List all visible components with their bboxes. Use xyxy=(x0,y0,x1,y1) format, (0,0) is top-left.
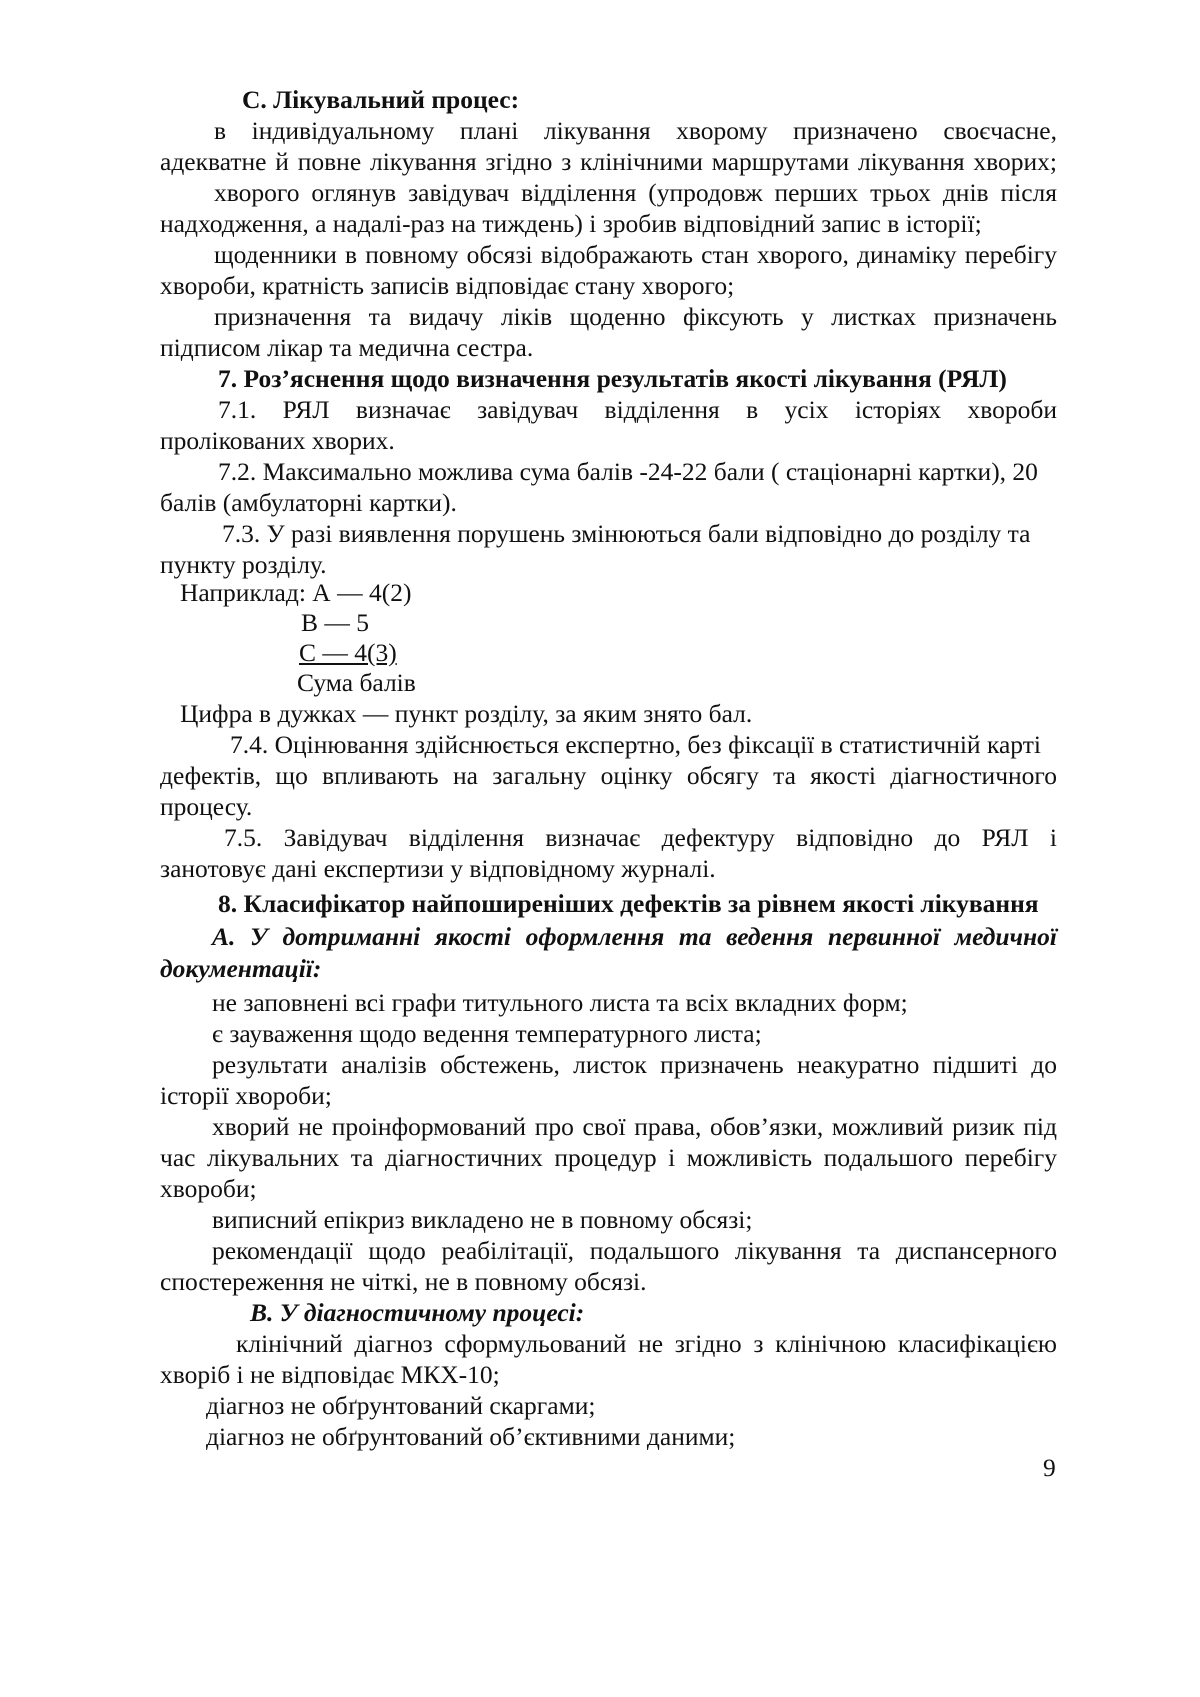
defect-item: не заповнені всі графи титульного листа та всіх вкладних форм; xyxy=(212,988,908,1017)
paragraph-line: надходження, а надалі-раз на тиждень) і зробив відповідний запис в історії; xyxy=(160,209,982,238)
defect-item: рекомендації щодо реабілітації, подальшого лікування та диспансерного xyxy=(212,1236,1057,1265)
defect-item-cont: хворіб і не відповідає МКХ-10; xyxy=(160,1360,500,1389)
defect-item-cont: час лікувальних та діагностичних процедур і можливість подальшого перебігу xyxy=(160,1143,1057,1172)
paragraph-line: 7.2. Максимально можлива сума балів -24-22 бали ( стаціонарні картки), 20 xyxy=(218,457,1038,486)
subsection-b-heading: В. У діагностичному процесі: xyxy=(250,1298,585,1327)
paragraph-line: хворого оглянув завідувач відділення (упродовж перших трьох днів після xyxy=(214,178,1057,207)
defect-item: діагноз не обґрунтований об’єктивними даними; xyxy=(206,1422,736,1451)
defect-item: виписний епікриз викладено не в повному обсязі; xyxy=(212,1205,753,1234)
defect-item-cont: хвороби; xyxy=(160,1174,257,1203)
paragraph-line: 7.3. У разі виявлення порушень змінюються бали відповідно до розділу та xyxy=(222,519,1031,548)
paragraph-line: занотовує дані експертизи у відповідному журналі. xyxy=(160,854,716,883)
defect-item-cont: історії хвороби; xyxy=(160,1081,332,1110)
paragraph-line: призначення та видачу ліків щоденно фіксують у листках призначень xyxy=(214,302,1057,331)
example-note: Цифра в дужках — пункт розділу, за яким знято бал. xyxy=(180,699,753,728)
defect-item: клінічний діагноз сформульований не згідно з клінічною класифікацією xyxy=(236,1329,1057,1358)
paragraph-line: адекватне й повне лікування згідно з клінічними маршрутами лікування хворих; xyxy=(160,147,1057,176)
paragraph-line: пункту розділу. xyxy=(160,550,327,579)
defect-item-cont: спостереження не чіткі, не в повному обсязі. xyxy=(160,1267,647,1296)
paragraph-line: процесу. xyxy=(160,792,253,821)
paragraph-line: хвороби, кратність записів відповідає стану хворого; xyxy=(160,271,735,300)
defect-item: хворий не проінформований про свої права, обов’язки, можливий ризик під xyxy=(212,1112,1057,1141)
defect-item: діагноз не обґрунтований скаргами; xyxy=(206,1391,596,1420)
example-line-a: Наприклад: А — 4(2) xyxy=(180,578,412,607)
defect-item: результати аналізів обстежень, листок призначень неакуратно підшиті до xyxy=(212,1050,1057,1079)
paragraph-line: дефектів, що впливають на загальну оцінку обсягу та якості діагностичного xyxy=(160,761,1057,790)
paragraph-line: підписом лікар та медична сестра. xyxy=(160,333,534,362)
example-line-b: В — 5 xyxy=(301,608,370,637)
section-8-heading: 8. Класифікатор найпоширеніших дефектів за рівнем якості лікування xyxy=(218,889,1039,918)
paragraph-line: балів (амбулаторні картки). xyxy=(160,488,457,517)
paragraph-line: щоденники в повному обсязі відображають стан хворого, динаміку перебігу xyxy=(214,240,1057,269)
paragraph-line: 7.4. Оцінювання здійснюється експертно, без фіксації в статистичній карті xyxy=(230,730,1041,759)
subsection-a-heading: А. У дотриманні якості оформлення та ведення первинної медичної xyxy=(212,922,1057,951)
paragraph-line: в індивідуальному плані лікування хворому призначено своєчасне, xyxy=(214,116,1057,145)
defect-item: є зауваження щодо ведення температурного листа; xyxy=(212,1019,762,1048)
paragraph-line: пролікованих хворих. xyxy=(160,426,395,455)
example-line-c: С — 4(3) xyxy=(299,638,397,667)
subsection-a-heading-cont: документації: xyxy=(160,954,322,983)
example-sum: Сума балів xyxy=(297,668,416,697)
section-c-heading: С. Лікувальний процес: xyxy=(242,85,520,114)
page-number: 9 xyxy=(1043,1453,1056,1482)
section-7-heading: 7. Роз’яснення щодо визначення результатів якості лікування (РЯЛ) xyxy=(218,364,1007,393)
paragraph-line: 7.5. Завідувач відділення визначає дефектуру відповідно до РЯЛ і xyxy=(224,823,1057,852)
paragraph-line: 7.1. РЯЛ визначає завідувач відділення в усіх історіях хвороби xyxy=(218,395,1057,424)
